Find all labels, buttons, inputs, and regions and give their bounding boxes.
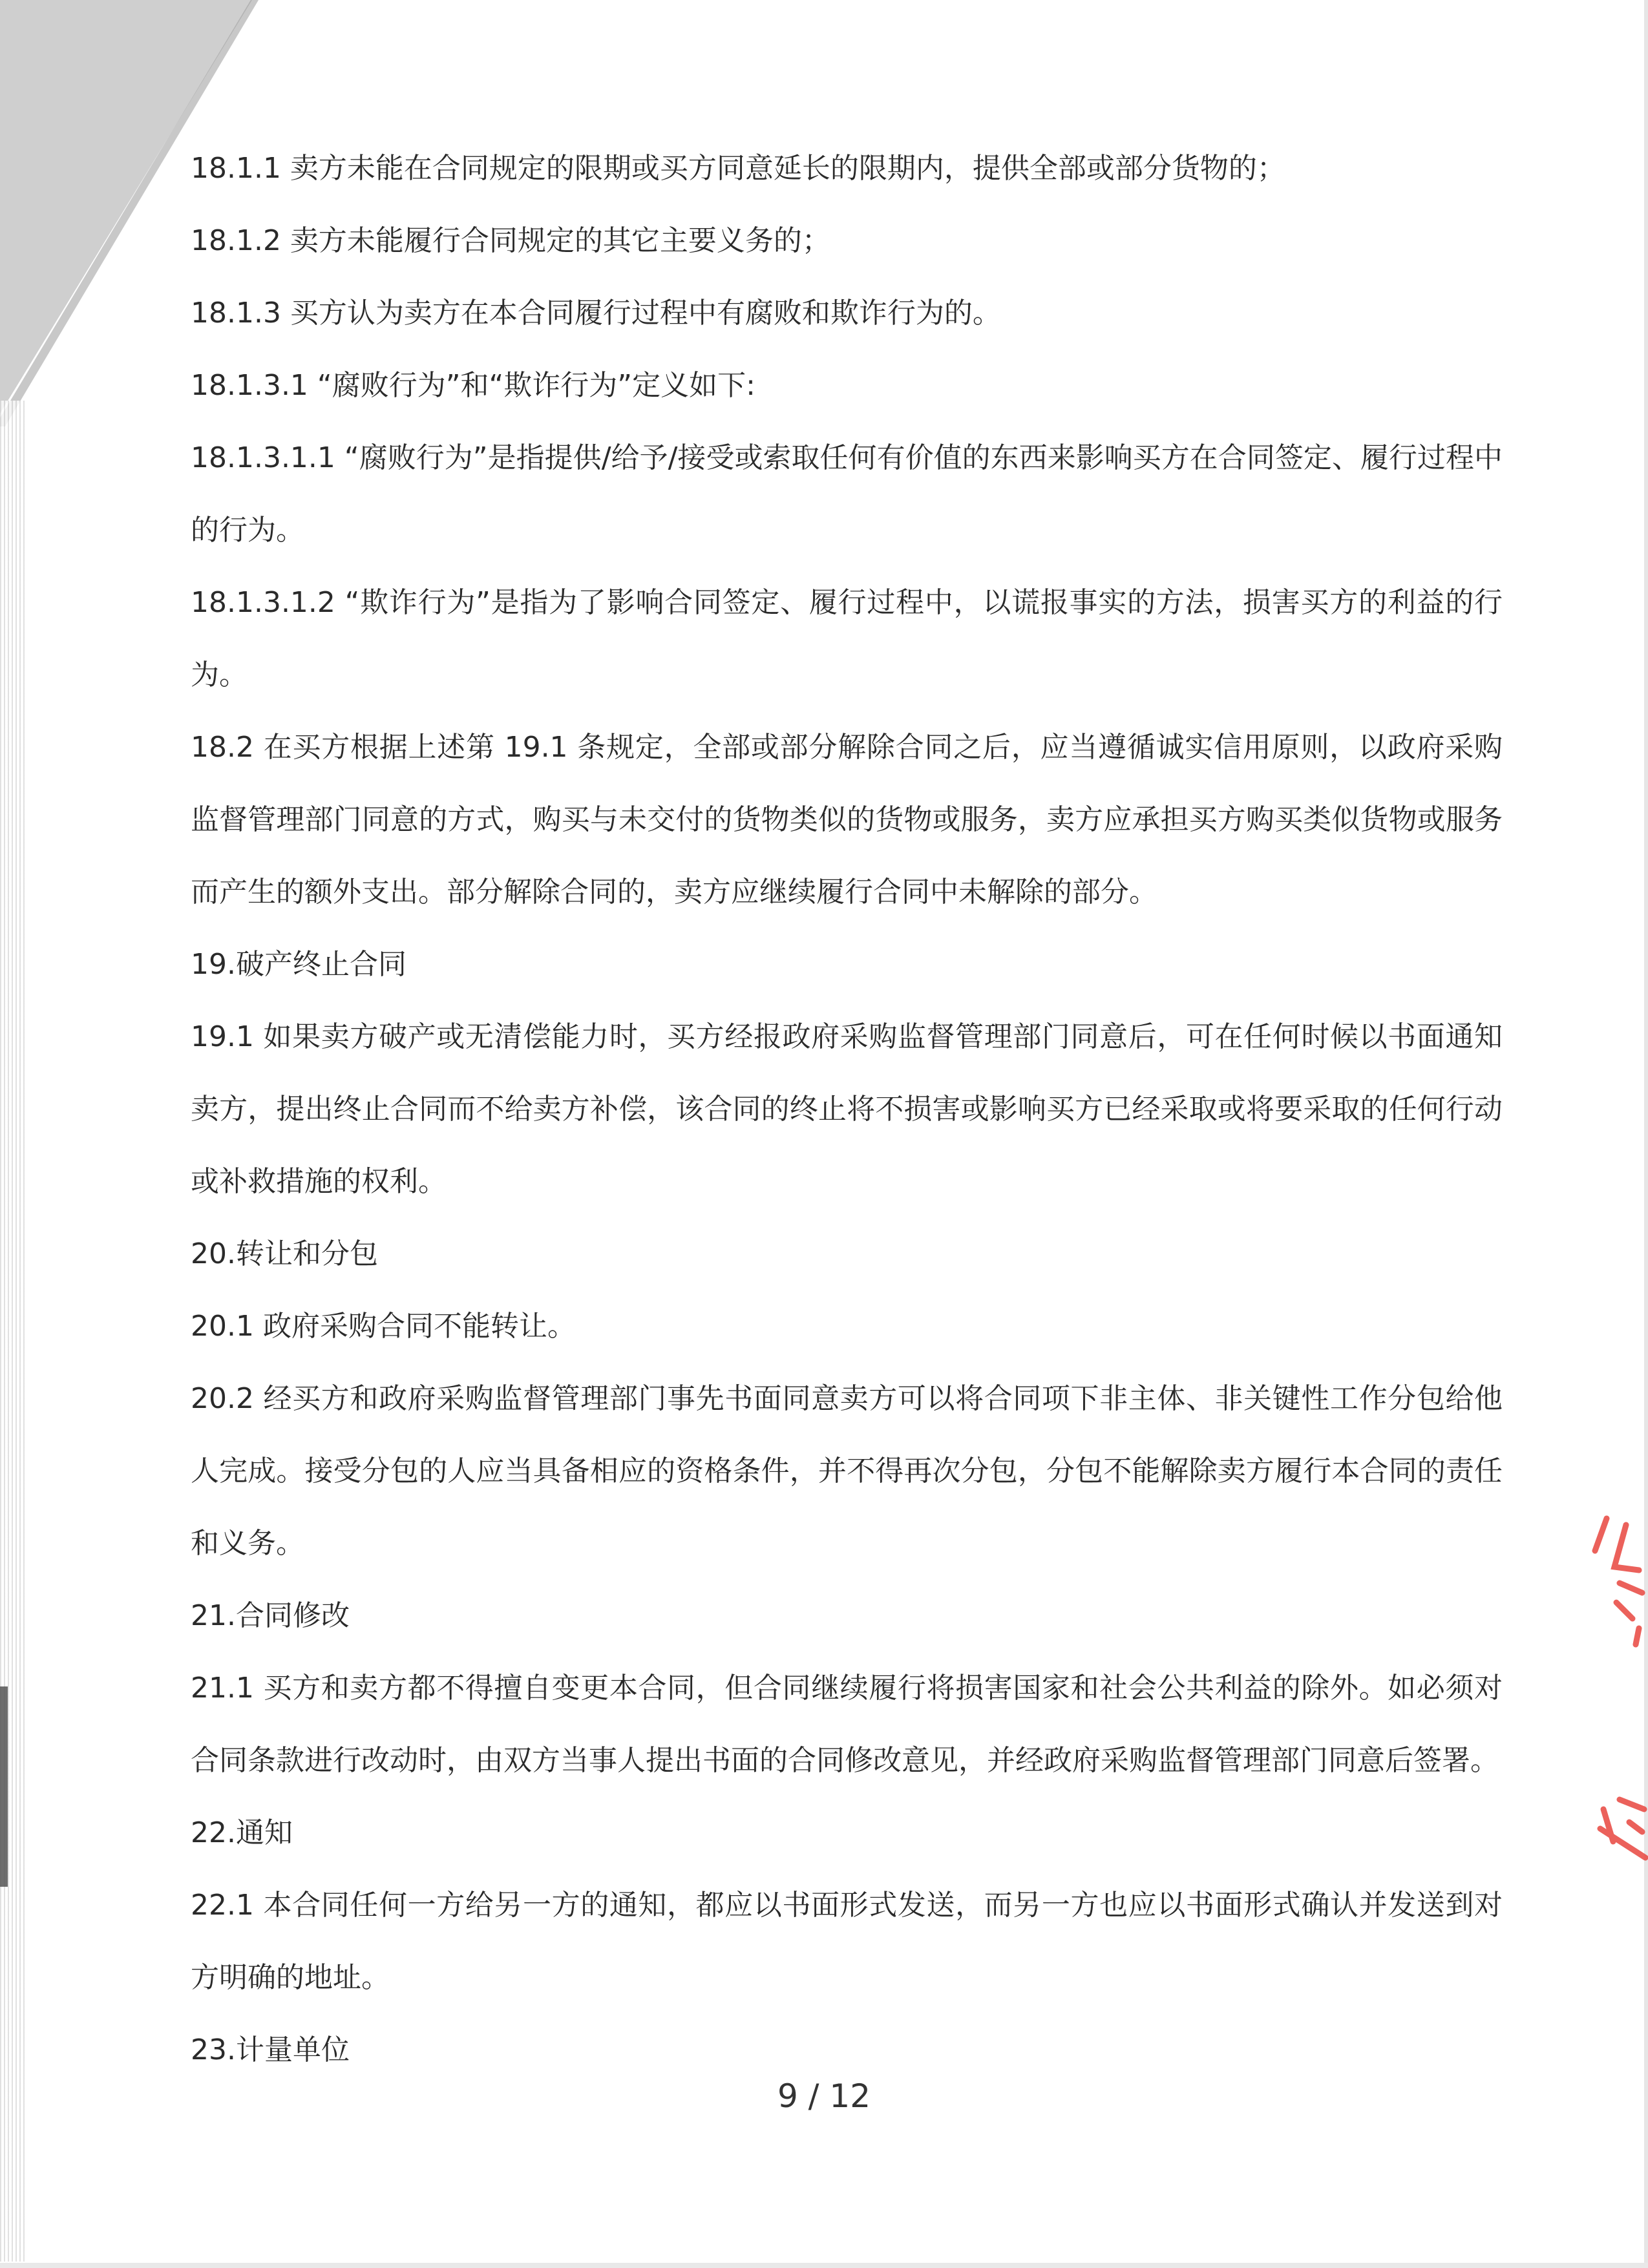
section-heading-23: 23.计量单位	[191, 2033, 350, 2066]
clause-18-1-3-1-2: 18.1.3.1.2 “欺诈行为”是指为了影响合同签定、履行过程中，以谎报事实的方法，损害买方的利益的行为。	[191, 586, 1503, 691]
page-stack-shadow	[0, 1686, 8, 1887]
clause-18-1-3: 18.1.3 买方认为卖方在本合同履行过程中有腐败和欺诈行为的。	[191, 297, 1001, 330]
section-heading-19: 19.破产终止合同	[191, 948, 407, 981]
section-heading-22: 22.通知	[191, 1816, 293, 1849]
clause-20-1: 20.1 政府采购合同不能转让。	[191, 1310, 576, 1343]
red-seal-fragment	[1581, 1506, 1648, 1867]
clause-20-2: 20.2 经买方和政府采购监督管理部门事先书面同意卖方可以将合同项下非主体、非关键性工作分包给他人完成。接受分包的人应当具备相应的资格条件，并不得再次分包，分包不能解除卖方履行本合同的责任和义务。	[191, 1382, 1503, 1560]
clause-18-1-1: 18.1.1 卖方未能在合同规定的限期或买方同意延长的限期内，提供全部或部分货物的；	[191, 152, 1285, 185]
page-number: 9 / 12	[777, 2077, 871, 2115]
clause-21-1: 21.1 买方和卖方都不得擅自变更本合同，但合同继续履行将损害国家和社会公共利益的除外。如必须对合同条款进行改动时，由双方当事人提出书面的合同修改意见，并经政府采购监督管理部门同意后签署。	[191, 1672, 1503, 1777]
clause-18-1-3-1: 18.1.3.1 “腐败行为”和“欺诈行为”定义如下:	[191, 369, 755, 402]
page-stack-edges	[0, 401, 26, 2262]
section-heading-21: 21.合同修改	[191, 1599, 350, 1632]
page-right-edge	[1644, 0, 1648, 2268]
clause-19-1: 19.1 如果卖方破产或无清偿能力时，买方经报政府采购监督管理部门同意后，可在任何时候以书面通知卖方，提出终止合同而不给卖方补偿，该合同的终止将不损害或影响买方已经采取或将要采取的任何行动或补救措施的权利。	[191, 1020, 1503, 1198]
page-bottom-edge	[0, 2263, 1648, 2268]
clause-18-1-3-1-1: 18.1.3.1.1 “腐败行为”是指提供/给予/接受或索取任何有价值的东西来影响买方在合同签定、履行过程中的行为。	[191, 441, 1503, 547]
clause-18-1-2: 18.1.2 卖方未能履行合同规定的其它主要义务的；	[191, 224, 830, 257]
clause-22-1: 22.1 本合同任何一方给另一方的通知，都应以书面形式发送，而另一方也应以书面形式确认并发送到对方明确的地址。	[191, 1889, 1503, 1994]
clause-18-2: 18.2 在买方根据上述第 19.1 条规定，全部或部分解除合同之后，应当遵循诚实信用原则，以政府采购监督管理部门同意的方式，购买与未交付的货物类似的货物或服务，卖方应承担买方购买类似货物或服务而产生的额外支出。部分解除合同的，卖方应继续履行合同中未解除的部分。	[191, 731, 1503, 908]
document-body	[191, 132, 1503, 2086]
section-heading-20: 20.转让和分包	[191, 1237, 378, 1270]
